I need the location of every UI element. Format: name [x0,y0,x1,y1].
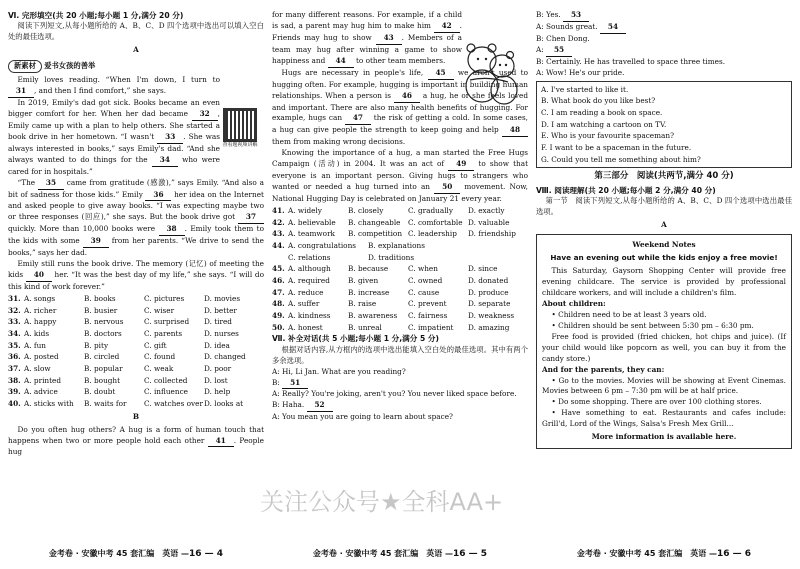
weekend-notes-box [536,234,792,449]
blank-31: 31 [8,86,34,98]
blank-44: 44 [328,56,354,68]
dialogue-option: A. I've started to like it. [541,84,629,94]
blank-53: 53 [563,10,589,22]
dialogue-line: A: 55 [536,45,792,57]
option-d: D. movies [204,293,241,303]
option-b: B. pity [84,340,109,350]
option-row [272,217,528,229]
blank-54: 54 [600,22,626,34]
passage-label: A [133,45,139,55]
option-a: A. happy [24,317,57,327]
option-d: D. poor [204,363,232,373]
paragraph: Knowing the importance of a hug, a man started the Free Hugs Campaign (活动) in 2004. It was an act of 49 to show that everyone is an important person. Giving hugs to strangers who wanted or needed a hug turned into an 50 movement. Now, National Hugging Day is celebrated on January 21 every year. [272,148,528,203]
option-c: C. comfortable [408,217,463,227]
option-b: B. bought [84,375,121,385]
option-d: D. nurses [204,328,239,338]
option-a: A. printed [24,375,62,385]
blank-39: 39 [83,236,109,248]
option-a: A. sticks with [24,399,74,408]
question-number: 48. [272,299,285,309]
option-b: B. changeable [348,217,401,227]
blank-34: 34 [152,155,178,167]
option-b: B. closely [348,205,384,215]
dialogue-option: D. I am watching a cartoon on TV. [541,119,667,129]
option-row [272,228,528,240]
option-b: B. competition [348,229,403,239]
blank-55: 55 [546,45,572,57]
blank-38: 38 [159,224,185,236]
option-b: B. waits for [84,399,127,408]
section-title: Ⅶ. 补全对话(共 5 小题;每小题 1 分,满分 5 分) [272,334,439,344]
blank-51: 51 [282,378,308,390]
option-b: B. raise [348,299,377,309]
option-row [8,386,264,398]
question-number: 38. [8,375,21,385]
question-number: 40. [8,399,21,408]
option-c: C. pictures [144,293,185,303]
qr-image [223,108,257,142]
dialogue-line: A: Wow! He's our pride. [536,67,625,77]
dialogue-option: F. I want to be a spaceman in the future. [541,142,692,152]
question-number: 49. [272,310,285,320]
option-c: C. watches over [144,399,203,408]
option-row [272,275,528,287]
option-d: D. donated [468,275,509,285]
notes-heading: And for the parents, they can: [542,364,665,374]
blank-40: 40 [26,270,52,282]
footer-right: 金考卷 · 安徽中考 45 套汇编 英语 —16 — 6 [576,549,752,559]
question-number: 36. [8,352,21,362]
notes-bullet: • Do some shopping. There are over 100 clothing stores. [551,397,762,407]
page-number: 16 — 6 [717,549,752,559]
blank-32: 32 [192,109,218,121]
paragraph: “The 35 came from gratitude (感激),” says Emily. “And also a bit of sadness for those kids.” Emily 36 her idea on the Internet and asked people to give away books. “I was expecting maybe two or three responses (回应),” she says. But the book drive got 37 quickly. More than 10,000 books were 38 . Emily took them to the kids with some 39 from her parents. “We drive to send the books,” says her dad. [8,177,264,258]
option-b: B. busier [84,305,118,315]
options-list [272,205,528,240]
column-right [536,10,792,540]
question-number: 37. [8,363,21,373]
question-number: 50. [272,322,285,332]
option-c: C. gradually [408,205,453,215]
option-b: B. nervous [84,317,124,327]
paragraph: for many different reasons. For example, if a child is sad, a parent may hug him to make him 42 . Friends may hug to show 43 . Members of a team may hug after winning a game to show happiness and 44 to other team members. [272,10,462,68]
notes-text: Free food is provided (fried chicken, hot chips and juice). (If your child would like popcorn as well, you can buy it from the candy store.) [542,331,786,363]
qr-label: 查看题视频讲解 [222,142,258,148]
page-number: 16 — 5 [453,549,488,559]
notes-more-info: More information is available here. [591,432,737,442]
option-c: C. gift [144,340,167,350]
option-row [8,398,264,410]
option-row [272,205,528,217]
page-number: 16 — 4 [189,549,224,559]
option-row: 44. A. congratulations B. explanations [272,240,425,250]
question-number: 31. [8,293,21,303]
option-d: D. lost [204,375,228,385]
option-row [272,310,528,322]
dialogue-line: B: 51 [272,378,528,390]
question-number: 32. [8,305,21,315]
topic-title: 爱书女孩的善举 [44,61,96,71]
question-number: 34. [8,328,21,338]
part-title: 第三部分 阅读(共两节,满分 40 分) [594,171,734,182]
hugging-bears-illustration [458,36,524,106]
notes-bullet: • Children should be sent between 5:30 pm – 6:30 pm. [551,320,754,330]
option-row [272,287,528,299]
option-a: A. slow [24,363,51,373]
paragraph: Emily still runs the book drive. The memory (记忆) of meeting the kids 40 her. “It was the best day of my life,” she says. “I will do this kind of work forever.” [8,259,264,292]
qr-code[interactable] [220,108,260,150]
option-c: C. prevent [408,299,447,309]
option-d: D. since [468,264,498,274]
blank-48: 48 [502,125,528,137]
option-c: C. parents [144,328,183,338]
option-d: D. help [204,387,231,397]
option-a: A. reduce [288,287,324,297]
option-row [8,340,264,352]
question-number: 39. [8,387,21,397]
option-b: B. popular [84,363,123,373]
option-a: A. believable [288,217,336,227]
blank-33: 33 [157,132,183,144]
section-title: Ⅵ. 完形填空(共 20 小题;每小题 1 分,满分 20 分) [8,11,184,20]
option-d: D. looks at [204,399,244,408]
option-d: D. amazing [468,322,510,332]
question-number: 33. [8,317,21,327]
option-d: D. produce [468,287,509,297]
dialogue-line: A: Hi, Li Jan. What are you reading? [272,366,406,376]
blank-47: 47 [345,113,371,125]
option-a: A. kids [24,328,50,338]
column-middle [272,10,528,540]
option-row [8,351,264,363]
option-c: C. weak [144,363,174,373]
options-list [272,263,528,333]
dialogue-option: E. Who is your favourite spaceman? [541,131,675,141]
option-b: B. given [348,275,379,285]
blank-46: 46 [394,91,420,103]
blank-43: 43 [376,33,402,45]
passage-label: B [132,411,140,421]
option-a: A. required [288,275,330,285]
options-list [8,293,264,410]
option-c: C. leadership [408,229,457,239]
blank-35: 35 [38,178,64,190]
option-b: B. awareness [348,310,398,320]
option-b: B. increase [348,287,390,297]
option-c: C. fairness [408,310,448,320]
dialogue-line: B: Certainly. He has travelled to space three times. [536,56,726,66]
option-c: C. owned [408,275,443,285]
question-number: 35. [8,340,21,350]
paragraph: In 2019, Emily's dad got sick. Books became an even bigger comfort for her. When her dad became 32 , Emily came up with a plan to help others. She started a book drive in her hometown. “I wasn't 33 . She was always interested in books,” says Emily's dad. “And she always wanted to do things for the 34 who were cared for in hospitals.” [8,98,220,176]
blank-49: 49 [448,159,474,171]
option-b: B. unreal [348,322,382,332]
option-c: C. surprised [144,317,190,327]
blank-41: 41 [208,436,234,448]
option-d: D. changed [204,352,246,362]
option-d: D. better [204,305,237,315]
notes-bullet: • Children need to be at least 3 years old. [551,309,707,319]
option-d: D. friendship [468,229,516,239]
option-b: B. doubt [84,387,116,397]
option-row [272,298,528,310]
dialogue-line: A: You mean you are going to learn about space? [272,412,453,422]
option-row [8,316,264,328]
option-c: C. cause [408,287,440,297]
instructions: 根据对话内容,从方框内的选项中选出能填入空白处的最佳选项。其中有两个多余选项。 [272,344,528,365]
topic-tag-row [8,58,264,75]
blank-45: 45 [428,68,454,80]
option-d: D. tired [204,317,232,327]
option-a: A. posted [24,352,59,362]
option-a: A. richer [24,305,57,315]
footer-left: 金考卷 · 安徽中考 45 套汇编 英语 —16 — 4 [48,549,224,559]
option-row [8,375,264,387]
dialogue-line: B: Haha. 52 [272,400,528,412]
new-material-tag: 新素材 [8,60,42,73]
option-row [272,322,528,334]
option-a: A. songs [24,293,56,303]
option-a: A. teamwork [288,229,335,239]
option-b: B. doctors [84,328,122,338]
paragraph: Hugs are necessary in people's life, 45 we aren't used to hugging often. For example, hugging is important in building human relationships. When a person is 46 a hug, he or she feels loved and important. There are also many health benefits of hugging. For example, hugs can 47 the risk of getting a cold. In some cases, a hug can give people the strength to keep going and help 48 them from making wrong decisions. [272,67,528,147]
option-c: C. collected [144,375,188,385]
option-c: C. influence [144,387,188,397]
option-row: C. relations D. traditions [288,252,415,262]
notes-text: This Saturday, Gaysorn Shopping Center will provide free evening childcare. The service is provided by professional childcare workers, and will include a children's film. [542,266,786,298]
dialogue-line: B: Yes. 53 [536,10,792,22]
option-row [8,328,264,340]
option-c: C. found [144,352,176,362]
option-c: C. impatient [408,322,454,332]
dialogue-line: A: Sounds great. 54 [536,22,792,34]
option-d: D. idea [204,340,230,350]
notes-heading: About children: [542,298,606,308]
option-d: D. separate [468,299,511,309]
option-b: B. because [348,264,389,274]
question-number: 47. [272,287,285,297]
watermark: 关注公众号★全科AA+ [260,488,504,516]
notes-title: Weekend Notes [632,240,696,250]
option-c: C. wiser [144,305,175,315]
option-c: C. when [408,264,438,274]
footer-middle: 金考卷 · 安徽中考 45 套汇编 英语 —16 — 5 [312,549,488,559]
option-a: A. fun [24,340,47,350]
dialogue-option: G. Could you tell me something about him? [541,154,701,164]
instructions: 第一节 阅读下列短文,从每小题所给的 A、B、C、D 四个选项中选出最佳选项。 [536,196,792,217]
dialogue-option: C. I am reading a book on space. [541,107,663,117]
option-row [8,363,264,375]
option-row [8,305,264,317]
option-row [8,293,264,305]
section-title: Ⅷ. 阅读理解(共 20 小题;每小题 2 分,满分 40 分) [536,186,716,196]
option-a: A. suffer [288,299,320,309]
option-a: A. advice [24,387,58,397]
option-d: D. exactly [468,205,505,215]
blank-50: 50 [434,182,460,194]
dialogue-line: B: Chen Dong. [536,33,590,43]
option-a: A. widely [288,205,322,215]
blank-36: 36 [145,190,171,202]
notes-bullet: • Go to the movies. Movies will be showing at Event Cinemas. Movies between 6 pm – 7:30 pm will be at half price. [542,375,786,396]
option-row [272,263,528,275]
paragraph: Do you often hug others? A hug is a form of human touch that happens when two or more people hold each other 41 . People hug [8,424,264,457]
passage-label: A [661,220,667,230]
question-number: 45. [272,264,285,274]
blank-42: 42 [434,21,460,33]
question-number: 46. [272,275,285,285]
option-d: D. weakness [468,310,515,320]
option-b: B. circled [84,352,120,362]
question-number: 41. [272,205,285,215]
options-box [536,81,792,169]
option-d: D. valuable [468,217,510,227]
column-left [8,10,264,540]
option-a: A. although [288,264,331,274]
notes-subtitle: Have an evening out while the kids enjoy a free movie! [550,253,778,263]
blank-37: 37 [238,212,264,224]
option-a: A. kindness [288,310,331,320]
notes-bullet: • Have something to eat. Restaurants and cafes include: Grill'd, Lord of the Wings, Salsa's Fresh Mex Grill... [542,408,786,429]
question-number: 42. [272,217,285,227]
instructions: 阅读下列短文,从每小题所给的 A、B、C、D 四个选项中选出可以填入空白处的最佳选项。 [8,21,264,42]
option-a: A. honest [288,322,323,332]
dialogue-line: A: Really? You're joking, aren't you? You never liked space before. [272,389,517,399]
paragraph: Emily loves reading. “When I'm down, I turn to 31 , and then I find comfort,” she says. [8,75,220,98]
question-number: 43. [272,229,285,239]
blank-52: 52 [307,400,333,412]
option-b: B. books [84,293,116,303]
dialogue-option: B. What book do you like best? [541,96,656,106]
